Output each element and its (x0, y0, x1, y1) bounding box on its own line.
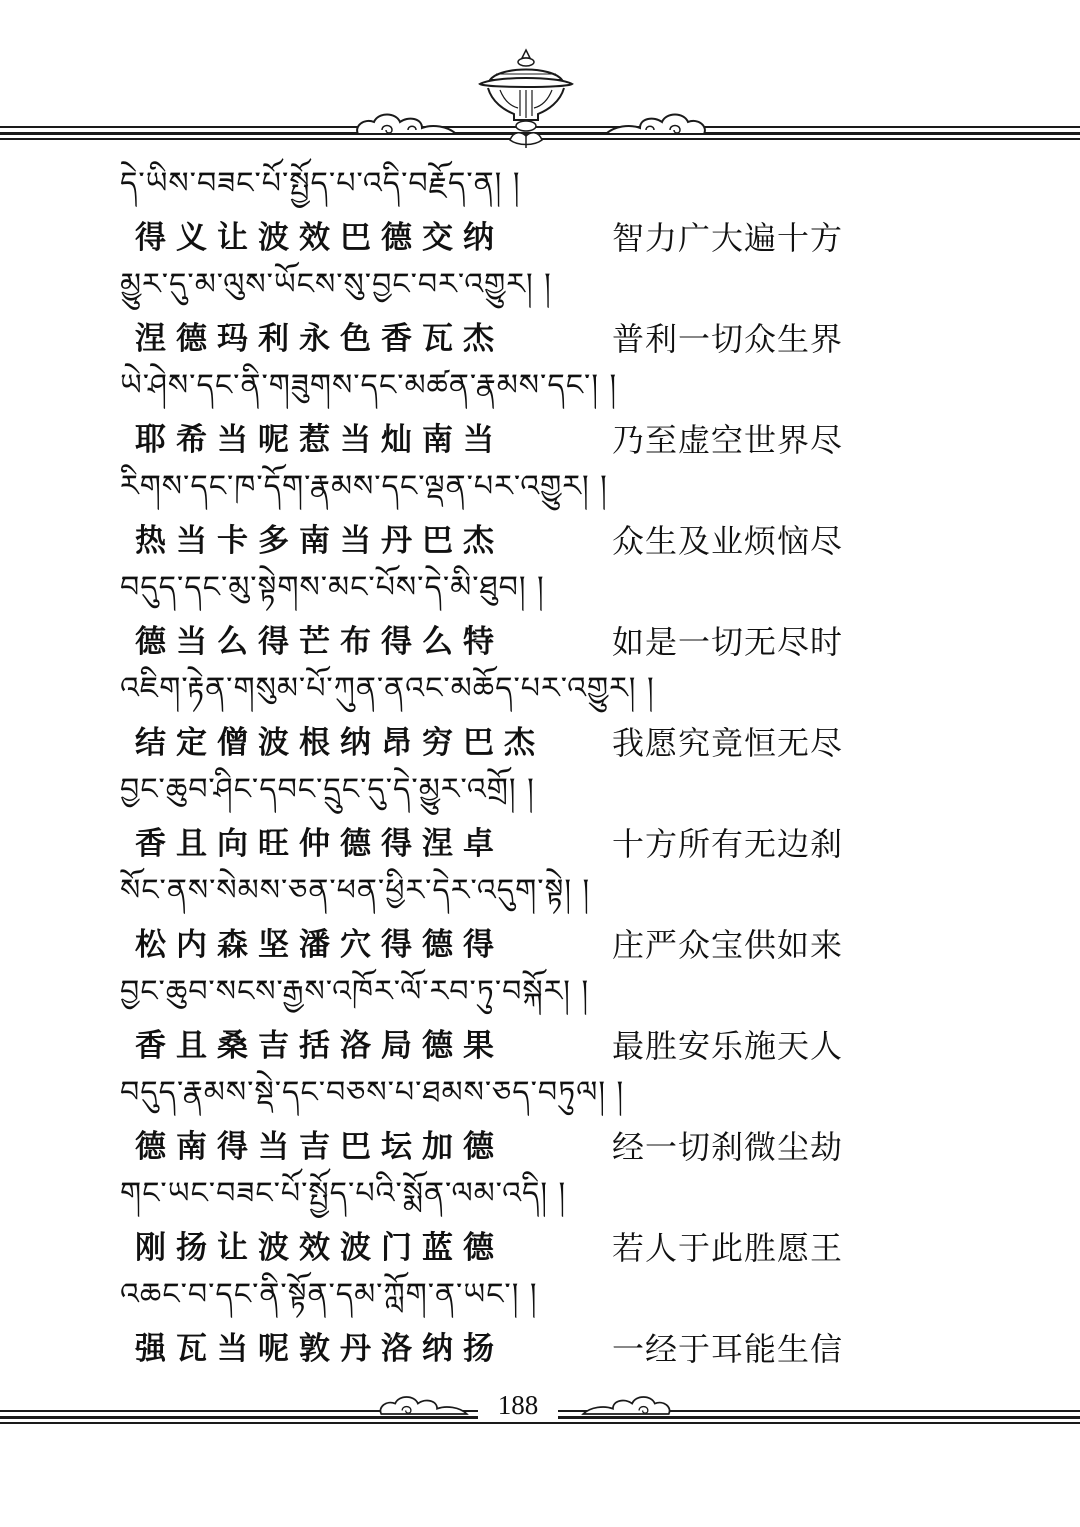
verse-block (120, 1069, 860, 1170)
page-number: 188 (478, 1390, 558, 1421)
tibetan-line: གང་ཡང་བཟང་པོ་སྤྱོད་པའི་སྨོན་ལམ་འདི། ། (120, 1176, 567, 1211)
transliteration-line: 耶希当呢惹当灿南当 (135, 422, 504, 458)
verse-block (120, 665, 860, 766)
cloud-ornament-icon (376, 1392, 472, 1422)
chinese-translation-line: 众生及业烦恼尽 (612, 522, 844, 560)
transliteration-line: 刚扬让波效波门蓝德 (135, 1230, 504, 1266)
verse-block (120, 362, 860, 463)
chinese-translation-line: 一经于耳能生信 (612, 1330, 844, 1368)
chinese-translation-line: 乃至虚空世界尽 (612, 421, 844, 459)
transliteration-line: 德南得当吉巴坛加德 (135, 1129, 504, 1165)
chinese-translation-line: 十方所有无边刹 (612, 825, 844, 863)
chinese-translation-line: 庄严众宝供如来 (612, 926, 844, 964)
verse-block (120, 867, 860, 968)
tibetan-line: བྱང་ཆུབ་སངས་རྒྱས་འཁོར་ལོ་རབ་ཏུ་བསྐོར། ། (120, 974, 590, 1009)
transliteration-line: 热当卡多南当丹巴杰 (135, 523, 504, 559)
verse-block (120, 1170, 860, 1271)
transliteration-line: 涅德玛利永色香瓦杰 (135, 321, 504, 357)
transliteration-line: 松内森坚潘穴得德得 (135, 927, 504, 963)
tibetan-line: བྱང་ཆུབ་ཤིང་དབང་དྲུང་དུ་དེ་མྱུར་འགྲོ། ། (120, 772, 535, 807)
transliteration-line: 香且桑吉括洛局德果 (135, 1028, 504, 1064)
cloud-ornament-icon (600, 110, 710, 142)
verse-block (120, 564, 860, 665)
transliteration-line: 强瓦当呢敦丹洛纳扬 (135, 1331, 504, 1367)
transliteration-line: 得义让波效巴德交纳 (135, 220, 504, 256)
chinese-translation-line: 我愿究竟恒无尽 (612, 724, 844, 762)
cloud-ornament-icon (578, 1392, 674, 1422)
tibetan-line: བདུད་རྣམས་སྡེ་དང་བཅས་པ་ཐམས་ཅད་བཏུལ། ། (120, 1075, 625, 1110)
chinese-translation-line: 最胜安乐施天人 (612, 1027, 844, 1065)
chinese-translation-line: 智力广大遍十方 (612, 219, 844, 257)
cloud-ornament-icon (352, 110, 462, 142)
chinese-translation-line: 若人于此胜愿王 (612, 1229, 844, 1267)
tibetan-line: མྱུར་དུ་མ་ལུས་ཡོངས་སུ་བྱང་བར་འགྱུར། ། (120, 267, 552, 302)
chinese-translation-line: 如是一切无尽时 (612, 623, 844, 661)
verse-block (120, 968, 860, 1069)
tibetan-line: འཇིག་རྟེན་གསུམ་པོ་ཀུན་ནའང་མཆོད་པར་འགྱུར། ། (120, 671, 655, 706)
verse-block (120, 160, 860, 261)
verse-block (120, 463, 860, 564)
tibetan-line: དེ་ཡིས་བཟང་པོ་སྤྱོད་པ་འདི་བརྗོད་ན། ། (120, 166, 521, 201)
tibetan-line: ཡེ་ཤེས་དང་ནི་གཟུགས་དང་མཚན་རྣམས་དང་། ། (120, 368, 618, 403)
verse-list (120, 160, 860, 1372)
verse-block (120, 261, 860, 362)
chinese-translation-line: 普利一切众生界 (612, 320, 844, 358)
parasol-emblem-icon (470, 48, 582, 153)
chinese-translation-line: 经一切刹微尘劫 (612, 1128, 844, 1166)
transliteration-line: 香且向旺仲德得涅卓 (135, 826, 504, 862)
verse-block (120, 1271, 860, 1372)
verse-block (120, 766, 860, 867)
transliteration-line: 结定僧波根纳昂穷巴杰 (135, 725, 545, 761)
tibetan-line: བདུད་དང་མུ་སྟེགས་མང་པོས་དེ་མི་ཐུབ། ། (120, 570, 545, 605)
transliteration-line: 德当么得芒布得么特 (135, 624, 504, 660)
tibetan-line: སོང་ནས་སེམས་ཅན་ཕན་ཕྱིར་དེར་འདུག་སྟེ། ། (120, 873, 591, 908)
tibetan-line: འཆང་བ་དང་ནི་སྟོན་དམ་ཀློག་ན་ཡང་། ། (120, 1277, 538, 1312)
tibetan-line: རིགས་དང་ཁ་དོག་རྣམས་དང་ལྡན་པར་འགྱུར། ། (120, 469, 608, 504)
